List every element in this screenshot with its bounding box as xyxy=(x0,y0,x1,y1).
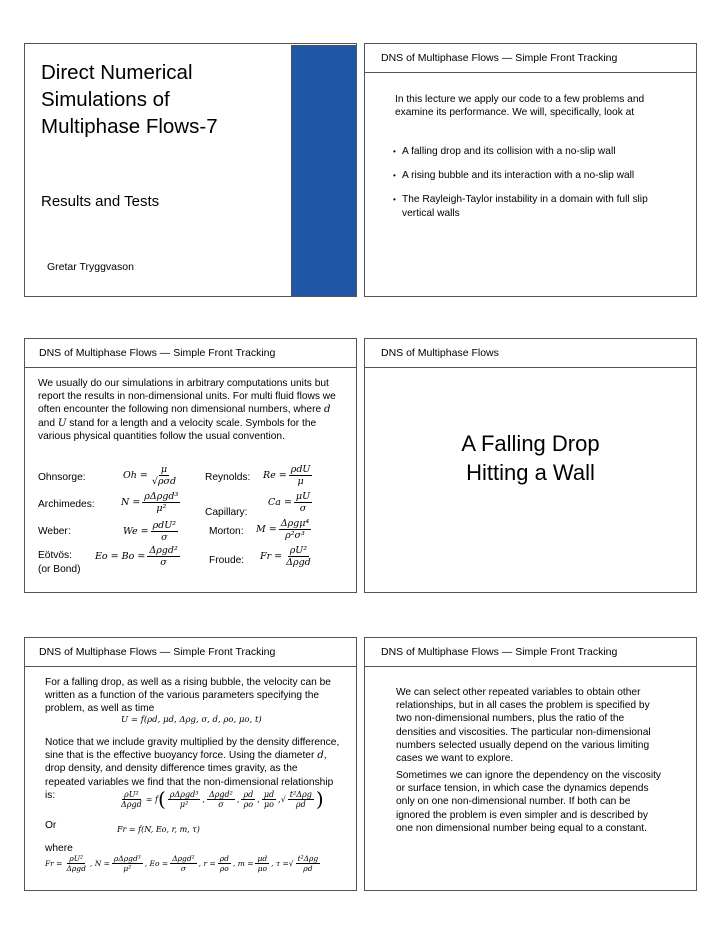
eotvos-label: Eötvös: xyxy=(38,550,72,561)
archimedes-equation: N = $\frac{\text{ρΔρgd³}}{\text{μ²}}$ xyxy=(121,491,179,514)
slide-nondimensional-numbers xyxy=(24,338,357,593)
capillary-equation: Ca = $\frac{\mu U}{\sigma}$ xyxy=(268,491,311,514)
ohnsorge-equation: Oh = $\frac{\mu}{\text{√ρσd}}$ xyxy=(123,464,177,487)
paragraph-velocity: For a falling drop, as well as a rising bubble, the velocity can be written as a function of the various parameters specifying the problem, as well as time xyxy=(45,677,331,715)
slide-title xyxy=(24,43,357,297)
slide-header: DNS of Multiphase Flows — Simple Front Tracking xyxy=(25,638,356,667)
definitions-equation: Fr = $\frac{\text{ρU²}}{\text{Δρgd}}$ , N = $\frac{\text{ρΔρgd³}}{\text{μ²}}$ , Eo = $\frac{\text{Δρgd²}}{\sigma}$ , r = $\frac{\rho d}{\rho o}$ , m = $\frac{\mu d}{\mu o}$ , τ = √ $\frac{\text{t²Δρg}}{\rho d}$ xyxy=(45,854,319,873)
reynolds-label: Reynolds: xyxy=(205,472,251,483)
bond-label: (or Bond) xyxy=(38,564,81,575)
reynolds-equation: Re = $\frac{\text{ρdU}}{\mu}$ xyxy=(263,464,311,487)
ohnsorge-label: Ohnsorge: xyxy=(38,472,86,483)
morton-equation: M = $\frac{\text{Δρgμ⁴}}{\text{ρ²σ³}}$ xyxy=(256,518,310,541)
paragraph-repeated-variables: We can select other repeated variables to obtain other relationships, but in all cases the problem is specified by two non-dimensional numbers, plus the ratio of the densities and viscosities. The particular non-dimensional numbers selected usually depend on the various limiting cases we want to explore. xyxy=(396,687,651,765)
slide-falling-drop-analysis xyxy=(24,637,357,891)
lecture-title: Direct Numerical Simulations of Multiphase Flows-7 xyxy=(41,61,218,138)
archimedes-label: Archimedes: xyxy=(38,499,95,510)
weber-label: Weber: xyxy=(38,526,71,537)
lecture-subtitle: Results and Tests xyxy=(41,193,160,210)
slide-header: DNS of Multiphase Flows xyxy=(365,339,696,368)
velocity-equation: U = f(ρd, μd, Δρg, σ, d, ρo, μo, t) xyxy=(121,715,262,725)
froude-label: Froude: xyxy=(209,555,245,566)
eotvos-equation: Eo = Bo = $\frac{\text{Δρgd²}}{\sigma}$ xyxy=(95,545,178,568)
accent-bar xyxy=(291,45,357,296)
weber-equation: We = $\frac{\text{ρdU²}}{\sigma}$ xyxy=(123,520,177,543)
slide-overview xyxy=(364,43,697,297)
froude-equation: Fr = $\frac{\text{ρU²}}{\text{Δρgd}}$ xyxy=(260,545,311,568)
where-label: where xyxy=(45,843,73,854)
slide-header: DNS of Multiphase Flows — Simple Front Tracking xyxy=(365,638,696,667)
nondimensional-relationship-equation: $\frac{\text{ρU²}}{\text{Δρgd}}$ = f ( $\frac{\text{ρΔρgd³}}{\text{μ²}}$ , $\frac{\text{Δρgd²}}{\sigma}$ , $\frac{\rho d}{\rho o}$ , $\frac{\mu d}{\mu o}$ , √ $\frac{\text{t²Δρg}}{\rho d}$ ) xyxy=(121,787,324,811)
paragraph-simplification: Sometimes we can ignore the dependency on the viscosity or surface tension, in which case the dynamics depends only on one non-dimensional number. If both can be ignored the problem is even simpler and is described by one non dimensional number being equal to a constant. xyxy=(396,770,662,834)
section-title: A Falling Drop Hitting a Wall xyxy=(461,431,600,485)
bullet-icon: • xyxy=(393,171,396,181)
list-item: • The Rayleigh-Taylor instability in a domain with full slip vertical walls xyxy=(393,194,648,219)
capillary-label: Capillary: xyxy=(205,507,248,518)
or-label: Or xyxy=(45,820,57,831)
bullet-icon: • xyxy=(393,195,396,205)
intro-paragraph: We usually do our simulations in arbitrary computations units but report the results in non-dimensional units. For multi fluid flows we often encounter the following non dimensional numbers, where d and U stand for a length and a velocity scale. Symbols for the various physical quantities follow the usual convention. xyxy=(38,378,336,442)
intro-text: In this lecture we apply our code to a few problems and examine its performance. We will, specifically, look at xyxy=(395,94,645,119)
paragraph-gravity: Notice that we include gravity multiplied by the density difference, sine that is the effective buoyancy force. Using the diameter d, drop density, and density difference times gravity, as the repeated variables we find that the non-dimensional relationship is: xyxy=(45,737,340,801)
froude-function-equation: Fr = f(N, Eo, r, m, τ) xyxy=(117,825,200,834)
topic-list xyxy=(393,145,668,231)
slide-section-title xyxy=(364,338,697,593)
list-item: • A falling drop and its collision with a no-slip wall xyxy=(393,146,616,157)
bullet-icon: • xyxy=(393,147,396,156)
morton-label: Morton: xyxy=(209,526,244,537)
slide-header: DNS of Multiphase Flows — Simple Front Tracking xyxy=(365,44,696,73)
slide-header: DNS of Multiphase Flows — Simple Front Tracking xyxy=(25,339,356,368)
author-name: Gretar Tryggvason xyxy=(47,261,134,273)
list-item: • A rising bubble and its interaction with a no-slip wall xyxy=(393,170,635,182)
slide-repeated-variables xyxy=(364,637,697,891)
